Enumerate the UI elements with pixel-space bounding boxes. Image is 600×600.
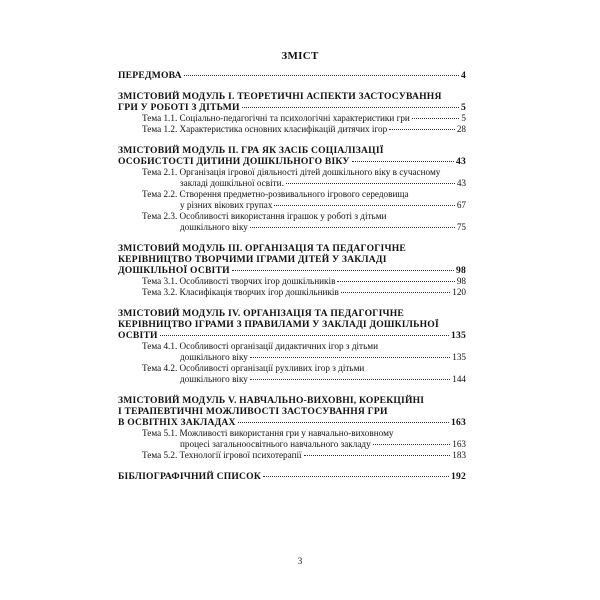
toc-line: ЗМІСТОВИЙ МОДУЛЬ I. ТЕОРЕТИЧНІ АСПЕКТИ ЗАСТОСУВАННЯ — [118, 91, 442, 102]
toc-topic[interactable] — [118, 287, 466, 298]
toc-entry-label: дошкільного віку — [180, 374, 248, 384]
toc-line — [118, 156, 466, 167]
toc-topic[interactable] — [118, 113, 466, 124]
dot-leader — [341, 292, 450, 293]
toc-page-number: 98 — [456, 265, 466, 276]
toc-line — [118, 124, 466, 135]
toc-line: КЕРІВНИЦТВО ТВОРЧИМИ ІГРАМИ ДІТЕЙ У ЗАКЛАДІ — [118, 254, 387, 265]
toc-line: Тема 5.1. Можливості використання гри у навчально-виховному — [142, 428, 394, 438]
dot-leader — [250, 227, 455, 228]
toc-line — [118, 222, 466, 233]
toc-line — [118, 265, 466, 276]
toc-topic[interactable] — [118, 276, 466, 287]
page-number: 3 — [297, 556, 303, 566]
toc-entry-label: ГРИ У РОБОТІ З ДІТЬМИ — [118, 102, 240, 113]
toc-line — [118, 113, 466, 124]
toc-line: Тема 2.1. Організація ігрової діяльності дітей дошкільного віку в сучасному — [142, 167, 441, 177]
toc-entry-bibliography[interactable] — [118, 471, 466, 482]
dot-leader — [412, 118, 460, 119]
dot-leader — [242, 107, 459, 108]
dot-leader — [373, 444, 451, 445]
toc-page-number: 98 — [456, 276, 466, 286]
dot-leader — [337, 281, 454, 282]
spacer — [118, 385, 466, 395]
toc-entry-preface[interactable] — [118, 70, 466, 81]
toc-module-3[interactable] — [118, 243, 466, 298]
toc-line — [118, 200, 466, 211]
toc-page-number: 192 — [451, 471, 466, 482]
toc-page-number: 163 — [451, 417, 466, 428]
toc-entry-label: ОСОБИСТОСТІ ДИТИНИ ДОШКІЛЬНОГО ВІКУ — [118, 156, 350, 167]
toc-entry-label: Тема 3.2. Класифікація творчих ігор дошкільників — [142, 287, 339, 297]
toc-line — [118, 276, 466, 287]
toc-entry-label: Тема 1.1. Соціально-педагогічні та психологічні характеристики гри — [142, 113, 410, 123]
toc-page-number: 163 — [452, 439, 466, 449]
dot-leader — [250, 379, 450, 380]
toc-page-number: 4 — [461, 70, 466, 81]
toc-page-number: 5 — [461, 113, 466, 123]
table-of-contents — [118, 70, 466, 482]
toc-line — [118, 374, 466, 385]
toc-topic[interactable] — [118, 428, 466, 450]
spacer — [118, 298, 466, 308]
toc-line — [118, 178, 466, 189]
toc-page-number: 135 — [451, 330, 466, 341]
dot-leader — [274, 205, 454, 206]
toc-page-number: 120 — [452, 287, 466, 297]
toc-entry-label: Тема 5.2. Технології ігрової психотерапії — [142, 450, 302, 460]
toc-entry-label: ОСВІТИ — [118, 330, 158, 341]
toc-line — [118, 102, 466, 113]
toc-line: Тема 4.2. Особливості організації рухливих ігор з дітьми — [142, 363, 365, 373]
toc-entry-label: В ОСВІТНІХ ЗАКЛАДАХ — [118, 417, 236, 428]
toc-page-number: 183 — [452, 450, 466, 460]
toc-entry-label: Тема 1.2. Характеристика основних класифікацій дитячих ігор — [142, 124, 388, 134]
toc-line: ЗМІСТОВИЙ МОДУЛЬ III. ОРГАНІЗАЦІЯ ТА ПЕДАГОГІЧНЕ — [118, 243, 406, 254]
spacer — [118, 233, 466, 243]
toc-line: ЗМІСТОВИЙ МОДУЛЬ V. НАВЧАЛЬНО-ВИХОВНІ, КОРЕКЦІЙНІ — [118, 395, 425, 406]
toc-page-number: 5 — [461, 102, 466, 113]
toc-topic[interactable] — [118, 124, 466, 135]
toc-module-5[interactable] — [118, 395, 466, 461]
toc-page-number: 43 — [456, 178, 466, 188]
dot-leader — [286, 183, 455, 184]
toc-line — [118, 450, 466, 461]
toc-line: ЗМІСТОВИЙ МОДУЛЬ IV. ОРГАНІЗАЦІЯ ТА ПЕДАГОГІЧНЕ — [118, 308, 405, 319]
toc-page-number: 75 — [456, 222, 466, 232]
toc-line — [118, 287, 466, 298]
dot-leader — [184, 75, 459, 76]
toc-entry-label: ПЕРЕДМОВА — [118, 70, 182, 81]
toc-line: І ТЕРАПЕВТИЧНІ МОЖЛИВОСТІ ЗАСТОСУВАННЯ ГРИ — [118, 406, 388, 417]
toc-line — [118, 417, 466, 428]
toc-line: КЕРІВНИЦТВО ІГРАМИ З ПРАВИЛАМИ У ЗАКЛАДІ ДОШКІЛЬНОЇ — [118, 319, 439, 330]
toc-line — [118, 352, 466, 363]
dot-leader — [238, 422, 449, 423]
toc-entry-label: БІБЛІОГРАФІЧНИЙ СПИСОК — [118, 471, 261, 482]
page-title: ЗМІСТ — [281, 50, 319, 62]
toc-entry-label: процесі загальноосвітнього навчального закладу — [180, 439, 371, 449]
toc-entry-label: ДОШКІЛЬНОЇ ОСВІТИ — [118, 265, 230, 276]
toc-line: ЗМІСТОВИЙ МОДУЛЬ II. ГРА ЯК ЗАСІБ СОЦІАЛІЗАЦІЇ — [118, 145, 384, 156]
toc-entry-label: дошкільного віку — [180, 352, 248, 362]
toc-line: Тема 4.1. Особливості організації дидактичних ігор з дітьми — [142, 341, 378, 351]
toc-module-4[interactable] — [118, 308, 466, 385]
toc-module-1[interactable] — [118, 91, 466, 135]
toc-topic[interactable] — [118, 341, 466, 363]
dot-leader — [232, 270, 454, 271]
spacer — [118, 135, 466, 145]
toc-topic[interactable] — [118, 450, 466, 461]
dot-leader — [250, 357, 450, 358]
toc-entry-label: закладі дошкільної освіти. — [180, 178, 284, 188]
dot-leader — [263, 476, 449, 477]
toc-topic[interactable] — [118, 189, 466, 211]
toc-page-number: 43 — [456, 156, 466, 167]
toc-line — [118, 330, 466, 341]
toc-entry-label: у різних вікових групах — [180, 200, 273, 210]
toc-entry-label: дошкільного віку — [180, 222, 248, 232]
toc-topic[interactable] — [118, 167, 466, 189]
spacer — [118, 81, 466, 91]
toc-topic[interactable] — [118, 211, 466, 233]
toc-line: Тема 2.3. Особливості використання іграшок у роботі з дітьми — [142, 211, 387, 221]
dot-leader — [389, 129, 455, 130]
toc-module-2[interactable] — [118, 145, 466, 233]
dot-leader — [352, 161, 454, 162]
toc-topic[interactable] — [118, 363, 466, 385]
toc-page-number: 135 — [452, 352, 466, 362]
toc-line: Тема 2.2. Створення предметно-розвивального ігрового середовища — [142, 189, 409, 199]
dot-leader — [160, 335, 449, 336]
toc-page-number: 67 — [456, 200, 466, 210]
toc-line — [118, 439, 466, 450]
toc-page-number: 28 — [456, 124, 466, 134]
toc-entry-label: Тема 3.1. Особливості творчих ігор дошкільників — [142, 276, 336, 286]
toc-page-number: 144 — [452, 374, 466, 384]
dot-leader — [304, 455, 451, 456]
